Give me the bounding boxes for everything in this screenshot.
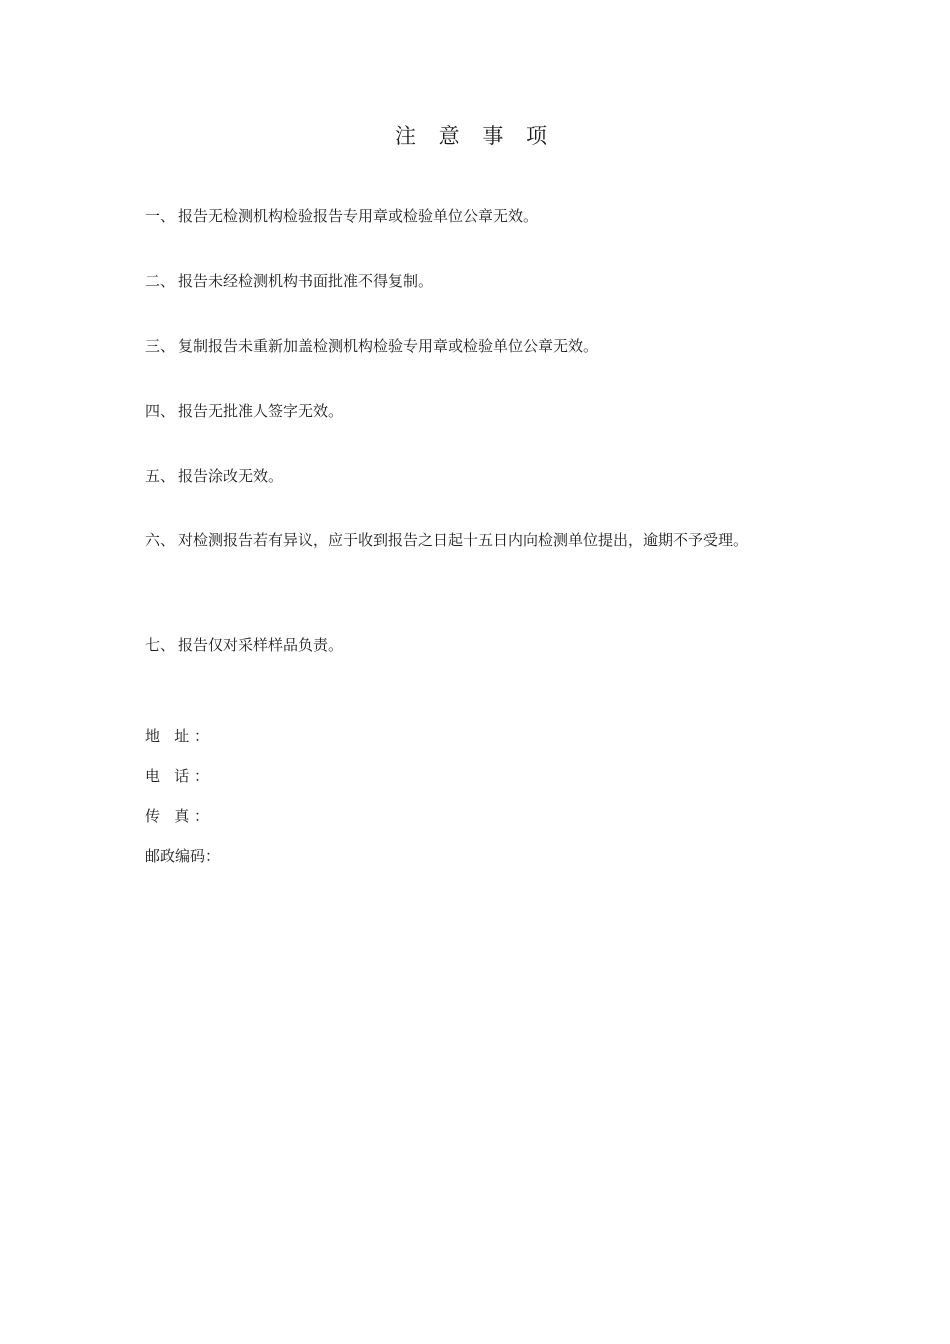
notice-text: 对检测报告若有异议，应于收到报告之日起十五日内向检测单位提出，逾期不予受理。 [178,531,749,549]
notice-item-7 [145,634,770,656]
notice-text: 报告无批准人签字无效。 [178,402,344,420]
contact-label-char: 话： [174,767,209,785]
notice-number: 六、 [145,531,176,549]
contact-label-char: 传 [145,807,165,825]
contact-label-char: 电 [145,767,165,785]
contact-label [145,805,209,827]
notice-item-2 [145,270,770,292]
notice-item-6 [145,529,770,562]
page-title: 注 意 事 项 [394,124,556,148]
contact-label-char: 地 [145,727,165,745]
notice-text: 报告无检测机构检验报告专用章或检验单位公章无效。 [178,207,539,225]
notice-item-5 [145,465,770,487]
contact-phone [145,765,209,787]
contact-address [145,725,209,747]
notice-number: 二、 [145,272,176,290]
contact-label-char: 真： [174,807,209,825]
notice-text: 报告仅对采样样品负责。 [178,636,344,654]
contact-postcode [145,845,220,867]
contact-label-char: 址： [174,727,209,745]
notice-text: 报告涂改无效。 [178,467,284,485]
notice-number: 七、 [145,636,176,654]
contact-label: 邮政编码： [145,847,221,865]
contact-label [145,725,209,747]
notice-item-1 [145,205,770,227]
notice-item-3 [145,335,770,357]
notice-number: 五、 [145,467,176,485]
notice-item-4 [145,400,770,422]
notice-text: 复制报告未重新加盖检测机构检验专用章或检验单位公章无效。 [178,337,599,355]
notice-number: 四、 [145,402,176,420]
contact-fax [145,805,209,827]
notice-number: 三、 [145,337,176,355]
notice-number: 一、 [145,207,176,225]
contact-label [145,765,209,787]
notice-text: 报告未经检测机构书面批准不得复制。 [178,272,434,290]
